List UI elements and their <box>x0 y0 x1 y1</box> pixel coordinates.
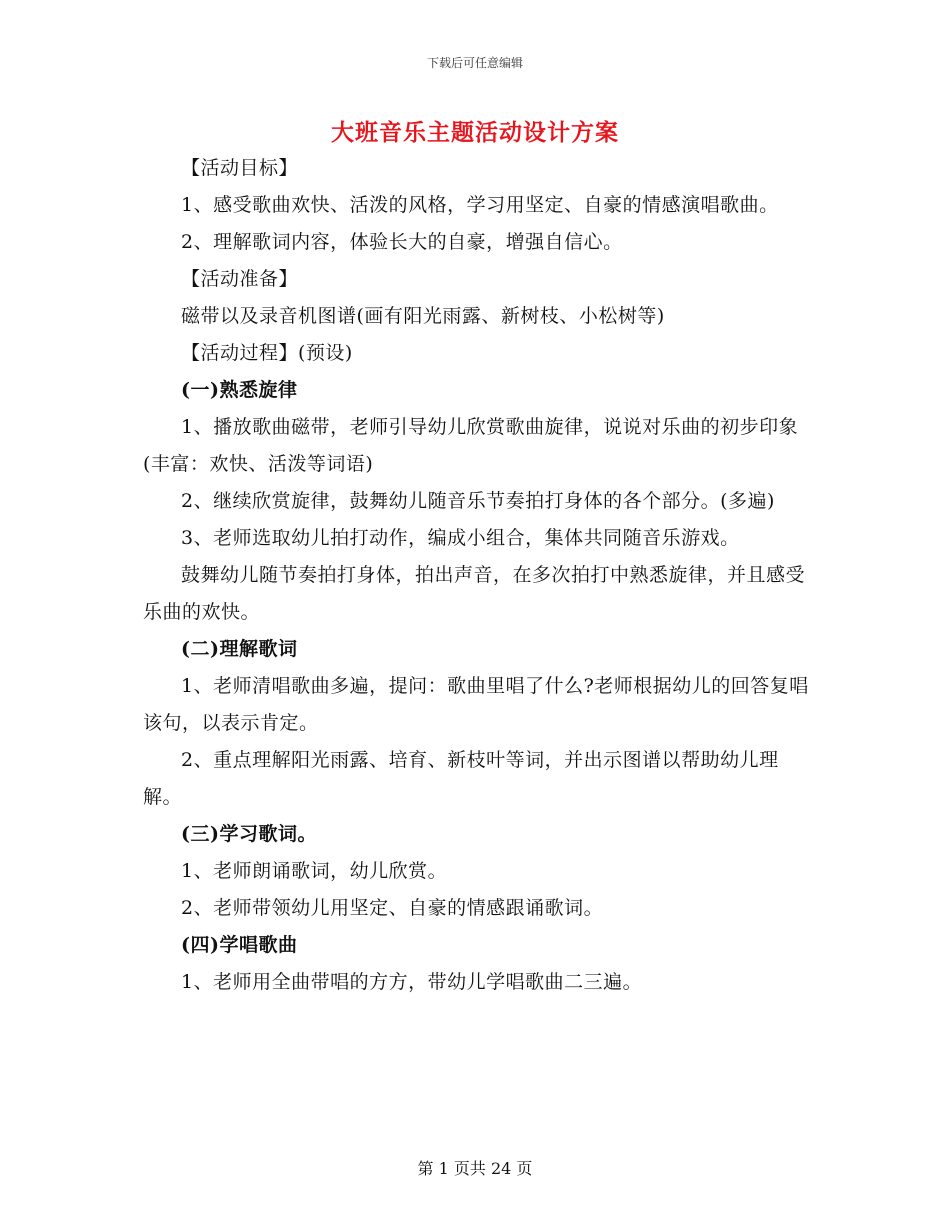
paragraph: 1、老师清唱歌曲多遍，提问：歌曲里唱了什么?老师根据幼儿的回答复唱该句，以表示肯定。 <box>143 675 809 734</box>
paragraph: 3、老师选取幼儿拍打动作，编成小组合，集体共同随音乐游戏。 <box>181 527 740 549</box>
paragraph: 1、老师用全曲带唱的方方，带幼儿学唱歌曲二三遍。 <box>181 971 643 993</box>
subsection-heading: (二)理解歌词 <box>181 638 298 660</box>
document-title: 大班音乐主题活动设计方案 <box>331 119 619 146</box>
paragraph: 2、继续欣赏旋律，鼓舞幼儿随音乐节奏拍打身体的各个部分。(多遍) <box>181 490 775 512</box>
subsection-heading: (三)学习歌词。 <box>181 823 317 845</box>
paragraph: 磁带以及录音机图谱(画有阳光雨露、新树枝、小松树等) <box>181 305 665 327</box>
paragraph: 2、重点理解阳光雨露、培育、新枝叶等词，并出示图谱以帮助幼儿理解。 <box>143 749 779 808</box>
section-heading-preparation: 【活动准备】 <box>181 268 299 290</box>
subsection-heading: (一)熟悉旋律 <box>181 379 298 401</box>
paragraph: 1、感受歌曲欢快、活泼的风格，学习用坚定、自豪的情感演唱歌曲。 <box>181 194 779 216</box>
subsection-heading: (四)学唱歌曲 <box>181 934 298 956</box>
paragraph: 2、理解歌词内容，体验长大的自豪，增强自信心。 <box>181 231 623 253</box>
header-note: 下载后可任意编辑 <box>426 56 523 70</box>
section-heading-goals: 【活动目标】 <box>181 157 299 179</box>
paragraph: 1、播放歌曲磁带，老师引导幼儿欣赏歌曲旋律，说说对乐曲的初步印象(丰富：欢快、活泼等词语) <box>143 416 799 475</box>
section-heading-process: 【活动过程】(预设) <box>181 342 353 364</box>
paragraph: 2、老师带领幼儿用坚定、自豪的情感跟诵歌词。 <box>181 897 604 919</box>
document-body <box>143 150 813 1001</box>
page-footer: 第 1 页共 24 页 <box>417 1159 533 1178</box>
paragraph: 1、老师朗诵歌词，幼儿欣赏。 <box>181 860 448 882</box>
paragraph: 鼓舞幼儿随节奏拍打身体，拍出声音，在多次拍打中熟悉旋律，并且感受乐曲的欢快。 <box>143 564 806 623</box>
